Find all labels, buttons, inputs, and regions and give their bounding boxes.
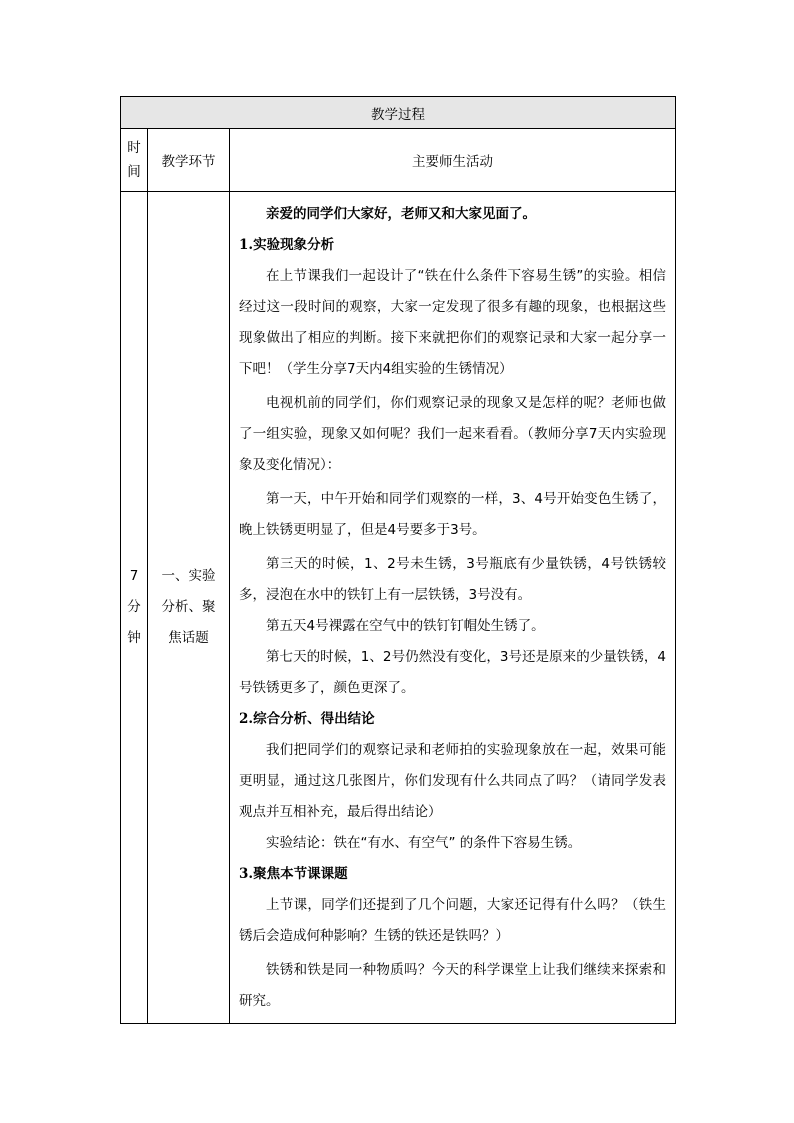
section-2-paragraph-2: 实验结论：铁在“有水、有空气” 的条件下容易生锈。 bbox=[266, 835, 582, 851]
section-1-title: 1.实验现象分析 bbox=[239, 237, 335, 253]
stage-column-header: 教学环节 bbox=[148, 129, 230, 192]
main-activity-cell bbox=[230, 192, 676, 1024]
section-1-paragraph-5: 第五天4号裸露在空气中的铁钉钉帽处生锈了。 bbox=[266, 618, 545, 634]
section-1-paragraph-6: 第七天的时候，1、2号仍然没有变化，3号还是原来的少量铁锈，4号铁锈更多了，颜色更深了。 bbox=[239, 649, 667, 696]
section-1-paragraph-1: 在上节课我们一起设计了“铁在什么条件下容易生锈”的实验。相信经过这一段时间的观察，大家一定发现了很多有趣的现象，也根据这些现象做出了相应的判断。接下来就把你们的观察记录和大家一起分享一下吧！（学生分享7天内4组实验的生锈情况） bbox=[239, 268, 667, 377]
section-3-title: 3.聚焦本节课课题 bbox=[239, 866, 348, 882]
section-1-paragraph-4: 第三天的时候，1、2号未生锈，3号瓶底有少量铁锈，4号铁锈较多，浸泡在水中的铁钉上有一层铁锈，3号没有。 bbox=[239, 556, 667, 603]
stage-cell bbox=[148, 192, 230, 1024]
time-column-header bbox=[121, 129, 148, 192]
stage-line-1: 一、实验 bbox=[161, 568, 216, 584]
greeting: 亲爱的同学们大家好，老师又和大家见面了。 bbox=[266, 206, 536, 222]
time-char-2: 分 bbox=[127, 599, 141, 615]
time-char-1: 7 bbox=[129, 568, 139, 584]
section-2-title: 2.综合分析、得出结论 bbox=[239, 711, 375, 727]
column-header-row bbox=[121, 129, 676, 192]
time-char-3: 钟 bbox=[127, 630, 141, 646]
time-cell bbox=[121, 192, 148, 1024]
lesson-page bbox=[120, 96, 675, 1024]
stage-line-3: 焦话题 bbox=[168, 630, 209, 646]
table-row bbox=[121, 192, 676, 1024]
section-3-paragraph-1: 上节课，同学们还提到了几个问题，大家还记得有什么吗？（铁生锈后会造成何种影响？生锈的铁还是铁吗？） bbox=[239, 897, 667, 944]
time-header-char-2: 间 bbox=[127, 164, 141, 180]
section-3-paragraph-2: 铁锈和铁是同一种物质吗？今天的科学课堂上让我们继续来探索和研究。 bbox=[239, 962, 667, 1009]
section-1-paragraph-3: 第一天，中午开始和同学们观察的一样，3、4号开始变色生锈了，晚上铁锈更明显了，但是4号要多于3号。 bbox=[239, 491, 667, 538]
table-header: 教学过程 bbox=[121, 97, 676, 129]
section-2-paragraph-1: 我们把同学们的观察记录和老师拍的实验现象放在一起，效果可能更明显，通过这几张图片，你们发现有什么共同点了吗？（请同学发表观点并互相补充，最后得出结论） bbox=[239, 742, 667, 820]
stage-line-2: 分析、聚 bbox=[161, 599, 216, 615]
time-header-char-1: 时 bbox=[127, 140, 141, 156]
section-1-paragraph-2: 电视机前的同学们，你们观察记录的现象又是怎样的呢？老师也做了一组实验，现象又如何呢？我们一起来看看。（教师分享7天内实验现象及变化情况）： bbox=[239, 395, 667, 473]
teaching-process-table bbox=[120, 96, 676, 1024]
main-activity-column-header: 主要师生活动 bbox=[230, 129, 676, 192]
